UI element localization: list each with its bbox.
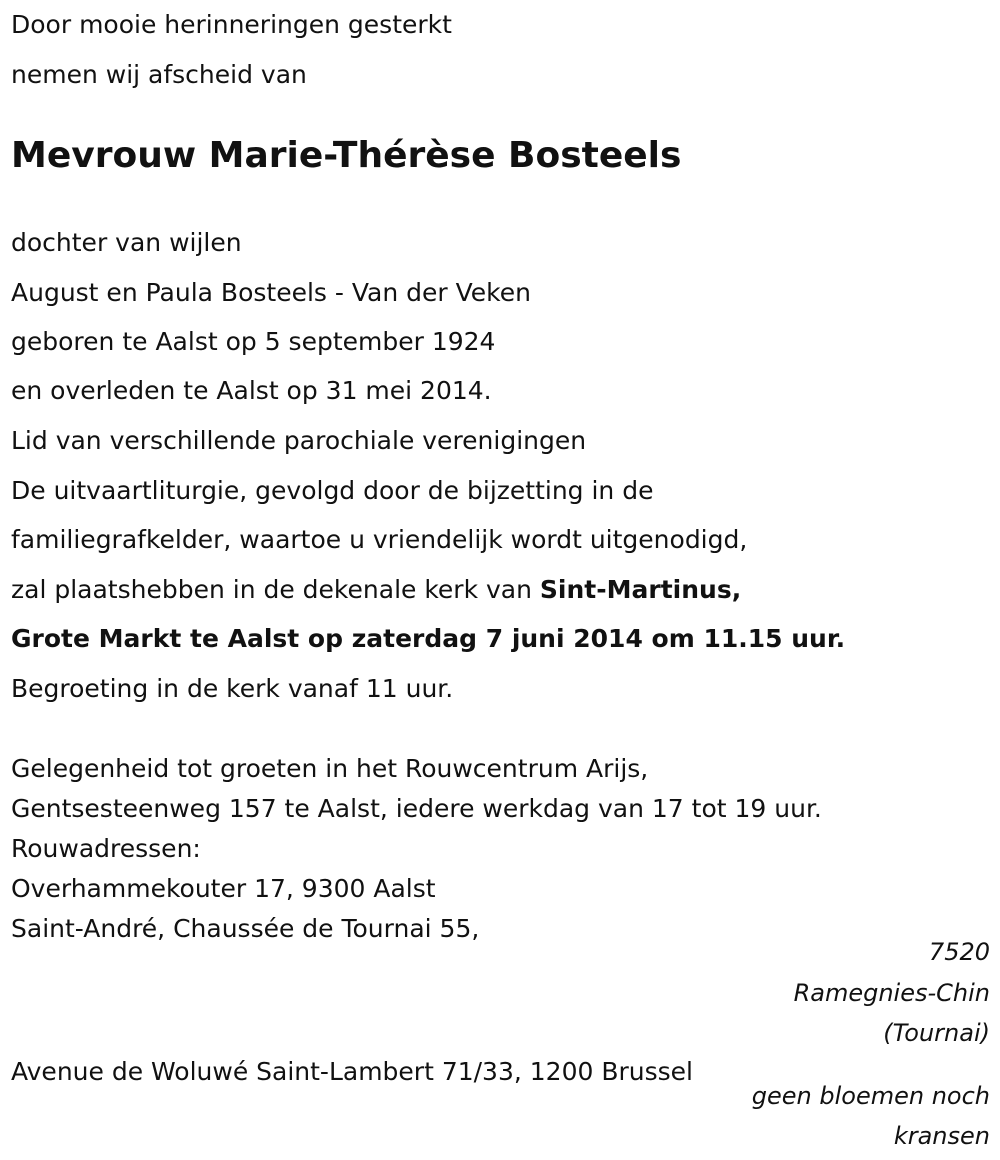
church-name: Sint-Martinus,: [539, 575, 742, 604]
no-flowers-line-1: geen bloemen noch: [751, 1082, 990, 1110]
funeral-line-3: [11, 575, 741, 605]
address-3: Avenue de Woluwé Saint-Lambert 71/33, 1200 Brussel: [11, 1057, 693, 1086]
address-2: Saint-André, Chaussée de Tournai 55,: [11, 914, 480, 943]
address-1: Overhammekouter 17, 9300 Aalst: [11, 874, 436, 903]
intro-line-2: nemen wij afscheid van: [11, 60, 307, 89]
address-2-postal-code: 7520: [928, 938, 990, 966]
daughter-of-line: dochter van wijlen: [11, 228, 242, 257]
funeral-line-3-prefix: zal plaatshebben in de dekenale kerk van: [11, 575, 540, 604]
church-greeting-line: Begroeting in de kerk vanaf 11 uur.: [11, 674, 454, 703]
no-flowers-line-2: kransen: [893, 1122, 990, 1150]
birth-line: geboren te Aalst op 5 september 1924: [11, 327, 496, 356]
membership-line: Lid van verschillende parochiale verenigingen: [11, 426, 587, 455]
condolence-line-1: Gelegenheid tot groeten in het Rouwcentrum Arijs,: [11, 754, 649, 783]
deceased-name: Mevrouw Marie-Thérèse Bosteels: [11, 135, 682, 176]
address-2-region: (Tournai): [883, 1019, 990, 1047]
death-line: en overleden te Aalst op 31 mei 2014.: [11, 376, 492, 405]
address-2-town: Ramegnies-Chin: [793, 979, 990, 1007]
addresses-label: Rouwadressen:: [11, 834, 201, 863]
location-datetime-line: Grote Markt te Aalst op zaterdag 7 juni 2014 om 11.15 uur.: [11, 624, 846, 653]
funeral-line-2: familiegrafkelder, waartoe u vriendelijk wordt uitgenodigd,: [11, 525, 748, 554]
intro-line-1: Door mooie herinneringen gesterkt: [11, 10, 452, 39]
condolence-line-2: Gentsesteenweg 157 te Aalst, iedere werkdag van 17 tot 19 uur.: [11, 794, 822, 823]
parents-line: August en Paula Bosteels - Van der Veken: [11, 278, 531, 307]
funeral-line-1: De uitvaartliturgie, gevolgd door de bijzetting in de: [11, 476, 654, 505]
